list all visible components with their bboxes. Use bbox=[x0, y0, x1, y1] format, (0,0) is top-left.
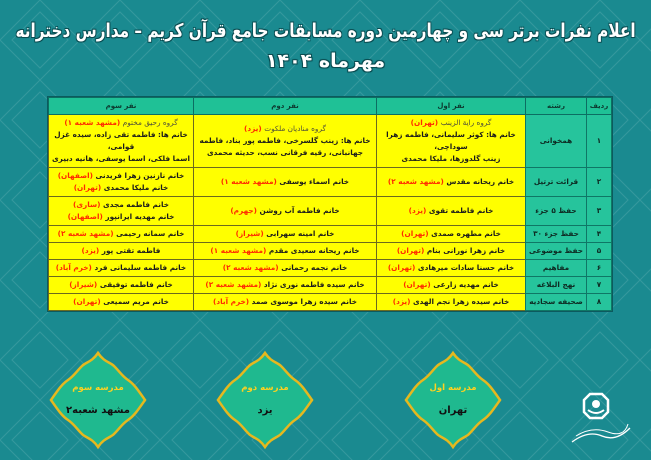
row-field: حفظ موضوعی bbox=[526, 243, 587, 260]
winner-line bbox=[52, 279, 190, 291]
winner-name: خانم ملیکا محمدی bbox=[103, 183, 169, 192]
winner-name: خانم نجمه رحمانی bbox=[281, 263, 348, 272]
winner-line bbox=[52, 170, 190, 182]
winner-cell-second bbox=[194, 294, 377, 311]
badge-shape bbox=[48, 350, 148, 450]
row-index: ۸ bbox=[587, 294, 612, 311]
table-row bbox=[49, 115, 612, 168]
table-row bbox=[49, 243, 612, 260]
winner-city: (تهران) bbox=[410, 118, 439, 127]
winner-cell-third bbox=[49, 260, 194, 277]
winner-cell-first bbox=[377, 243, 526, 260]
winner-line bbox=[380, 129, 522, 153]
table-row bbox=[49, 197, 612, 226]
badge-value: یزد bbox=[257, 405, 273, 416]
row-index: ۴ bbox=[587, 226, 612, 243]
winner-line bbox=[197, 123, 373, 135]
winner-cell-second bbox=[194, 168, 377, 197]
winner-city: (جهرم) bbox=[230, 206, 257, 215]
winner-line bbox=[52, 129, 190, 153]
header-index: ردیف bbox=[587, 98, 612, 115]
winner-cell-first bbox=[377, 197, 526, 226]
winner-name: خانم امینه سهرابی bbox=[266, 229, 335, 238]
winner-line bbox=[52, 153, 190, 165]
badge-label: مدرسه دوم bbox=[241, 383, 289, 393]
winner-cell-first bbox=[377, 226, 526, 243]
row-field: قرائت ترتیل bbox=[526, 168, 587, 197]
winner-city: (مشهد شعبه ۲) bbox=[57, 229, 114, 238]
winner-city: (تهران) bbox=[396, 246, 425, 255]
winner-cell-second bbox=[194, 226, 377, 243]
row-field: صحیفه سجادیه bbox=[526, 294, 587, 311]
row-index: ۶ bbox=[587, 260, 612, 277]
row-index: ۵ bbox=[587, 243, 612, 260]
row-field: حفظ جزء ۳۰ bbox=[526, 226, 587, 243]
winner-line bbox=[52, 245, 190, 257]
header-second: نفر دوم bbox=[194, 98, 377, 115]
winner-name: خانم فاطمه مجدی bbox=[103, 200, 169, 209]
winner-name: خانم ریحانه مقدس bbox=[446, 177, 515, 186]
winner-name: اسما فلکی، اسما یوسفی، هانیه دبیری bbox=[51, 154, 190, 163]
winner-cell-second bbox=[194, 277, 377, 294]
badge-value: مشهد شعبه۲ bbox=[66, 405, 130, 416]
winner-city: (خرم آباد) bbox=[213, 297, 250, 306]
winner-name: خانم حسنا سادات میرهادی bbox=[417, 263, 515, 272]
title-line-2: مهرماه ۱۴۰۴ bbox=[265, 50, 386, 72]
winner-city: (اصفهان) bbox=[57, 171, 93, 180]
winner-name: زینب گلدوزها، ملیکا محمدی bbox=[401, 154, 501, 163]
winner-name: خانم مطهره صمدی bbox=[431, 229, 501, 238]
winner-line bbox=[380, 262, 522, 274]
header-third: نفر سوم bbox=[49, 98, 194, 115]
winner-line bbox=[52, 262, 190, 274]
badge-value: تهران bbox=[438, 405, 468, 416]
row-field: حفظ ۵ جزء bbox=[526, 197, 587, 226]
winner-city: (اصفهان) bbox=[67, 212, 103, 221]
badge-shape bbox=[215, 350, 315, 450]
winner-city: (شیراز) bbox=[235, 229, 264, 238]
winner-line bbox=[380, 245, 522, 257]
winner-city: (یزد) bbox=[408, 206, 427, 215]
winner-name: خانم ها: فاطمه تقی زاده، سیده غزل قوامی، bbox=[54, 130, 188, 151]
winner-city: (خرم آباد) bbox=[55, 263, 92, 272]
winner-city: (مشهد شعبه ۱) bbox=[64, 118, 121, 127]
winner-cell-third bbox=[49, 277, 194, 294]
organization-logo bbox=[568, 390, 632, 450]
winner-cell-third bbox=[49, 294, 194, 311]
winner-cell-second bbox=[194, 260, 377, 277]
row-index: ۷ bbox=[587, 277, 612, 294]
winner-line bbox=[380, 296, 522, 308]
winner-cell-second bbox=[194, 197, 377, 226]
table-row bbox=[49, 260, 612, 277]
table-row bbox=[49, 277, 612, 294]
winner-name: خانم زهرا نورانی بنام bbox=[426, 246, 506, 255]
winner-name: خانم ریحانه سعیدی مقدم bbox=[268, 246, 360, 255]
winner-name: خانم سیده زهرا نجم الهدی bbox=[412, 297, 510, 306]
winner-line bbox=[197, 147, 373, 159]
badge-label: مدرسه اول bbox=[429, 383, 477, 393]
winner-line bbox=[52, 182, 190, 194]
winner-line bbox=[197, 296, 373, 308]
winner-line bbox=[197, 176, 373, 188]
winner-cell-second bbox=[194, 115, 377, 168]
winner-line bbox=[380, 176, 522, 188]
row-index: ۱ bbox=[587, 115, 612, 168]
row-index: ۳ bbox=[587, 197, 612, 226]
winner-city: (مشهد شعبه ۲) bbox=[205, 280, 262, 289]
winner-city: (یزد) bbox=[81, 246, 100, 255]
row-field: مفاهیم bbox=[526, 260, 587, 277]
row-field: نهج البلاغه bbox=[526, 277, 587, 294]
winner-city: (مشهد شعبه ۱) bbox=[210, 246, 267, 255]
winner-name: خانم سمانه رحیمی bbox=[116, 229, 185, 238]
winner-city: (تهران) bbox=[387, 263, 416, 272]
table-row bbox=[49, 294, 612, 311]
winner-city: (ساری) bbox=[73, 200, 101, 209]
winner-name: گروه منادیان ملکوت bbox=[264, 124, 326, 133]
winner-name: خانم فاطمه سلیمانی فرد bbox=[94, 263, 187, 272]
winner-city: (یزد) bbox=[392, 297, 411, 306]
winner-name: جهانبانی، رقیه فرقانی نسب، حدیثه محمدی bbox=[206, 148, 364, 157]
winner-city: (مشهد شعبه ۲) bbox=[387, 177, 444, 186]
winner-city: (تهران) bbox=[401, 229, 429, 238]
winner-name: خانم مهدیه ایرانپور bbox=[105, 212, 175, 221]
school-badge-3 bbox=[48, 350, 148, 450]
winner-line bbox=[380, 117, 522, 129]
winner-cell-first bbox=[377, 277, 526, 294]
winner-city: (یزد) bbox=[244, 124, 262, 133]
table-row bbox=[49, 168, 612, 197]
page-title bbox=[10, 16, 641, 76]
header-field: رشته bbox=[526, 98, 587, 115]
winner-line bbox=[197, 262, 373, 274]
winner-city: (مشهد شعبه ۱) bbox=[220, 177, 277, 186]
title-line-1: اعلام نفرات برتر سی و چهارمین دوره مسابقات جامع قرآن کریم – مدارس دخترانه bbox=[15, 20, 636, 42]
winner-line bbox=[197, 279, 373, 291]
winner-name: خانم مریم سمیعی bbox=[103, 297, 169, 306]
winner-cell-first bbox=[377, 168, 526, 197]
winner-line bbox=[52, 117, 190, 129]
winner-line bbox=[380, 205, 522, 217]
winner-name: خانم مهدیه زارعی bbox=[433, 280, 499, 289]
results-table bbox=[48, 97, 612, 311]
title-row-2 bbox=[10, 46, 641, 76]
school-badge-2 bbox=[215, 350, 315, 450]
winner-name: خانم ها: کوثر سلیمانی، فاطمه زهرا سوداچی، bbox=[386, 130, 516, 151]
badge-shape bbox=[403, 350, 503, 450]
winner-line bbox=[52, 211, 190, 223]
winner-line bbox=[52, 199, 190, 211]
winner-line bbox=[380, 228, 522, 240]
winner-cell-second bbox=[194, 243, 377, 260]
winner-name: خانم سیده زهرا موسوی صمد bbox=[251, 297, 357, 306]
winner-name: فاطمه تقتی پور bbox=[101, 246, 161, 255]
row-index: ۲ bbox=[587, 168, 612, 197]
title-row-1 bbox=[10, 16, 641, 46]
winner-name: خانم سیده فاطمه نوری نژاد bbox=[263, 280, 365, 289]
winner-cell-first bbox=[377, 294, 526, 311]
winner-line bbox=[197, 245, 373, 257]
winner-name: خانم فاطمه آب روشن bbox=[259, 206, 340, 215]
winner-city: (مشهد شعبه ۲) bbox=[222, 263, 279, 272]
winner-city: (تهران) bbox=[403, 280, 431, 289]
winner-name: گروه رایة الزینب bbox=[440, 118, 492, 127]
winner-city: (تهران) bbox=[73, 183, 102, 192]
winner-name: خانم ها: زینب گلسرخی، فاطمه پور بناد، فاطمه bbox=[199, 136, 371, 145]
winner-cell-third bbox=[49, 168, 194, 197]
winner-line bbox=[52, 228, 190, 240]
header-first: نفر اول bbox=[377, 98, 526, 115]
badge-label: مدرسه سوم bbox=[72, 383, 124, 393]
winner-line bbox=[380, 153, 522, 165]
winner-cell-third bbox=[49, 115, 194, 168]
winner-cell-third bbox=[49, 243, 194, 260]
winner-line bbox=[52, 296, 190, 308]
table-row bbox=[49, 226, 612, 243]
winner-cell-first bbox=[377, 115, 526, 168]
table-header-row bbox=[49, 98, 612, 115]
winner-name: گروه رحیق مختوم bbox=[122, 118, 178, 127]
winner-line bbox=[197, 228, 373, 240]
winner-name: خانم اسماء یوسفی bbox=[279, 177, 350, 186]
winner-city: (شیراز) bbox=[69, 280, 98, 289]
winner-name: خانم فاطمه توفیقی bbox=[99, 280, 173, 289]
winner-cell-third bbox=[49, 197, 194, 226]
winner-city: (تهران) bbox=[73, 297, 101, 306]
winner-line bbox=[197, 135, 373, 147]
winner-name: خانم فاطمه تقوی bbox=[428, 206, 494, 215]
winner-line bbox=[380, 279, 522, 291]
winner-cell-first bbox=[377, 260, 526, 277]
school-badge-1 bbox=[403, 350, 503, 450]
row-field: همخوانی bbox=[526, 115, 587, 168]
winner-line bbox=[197, 205, 373, 217]
winner-name: خانم نازنین زهرا فریدنی bbox=[95, 171, 185, 180]
winner-cell-third bbox=[49, 226, 194, 243]
